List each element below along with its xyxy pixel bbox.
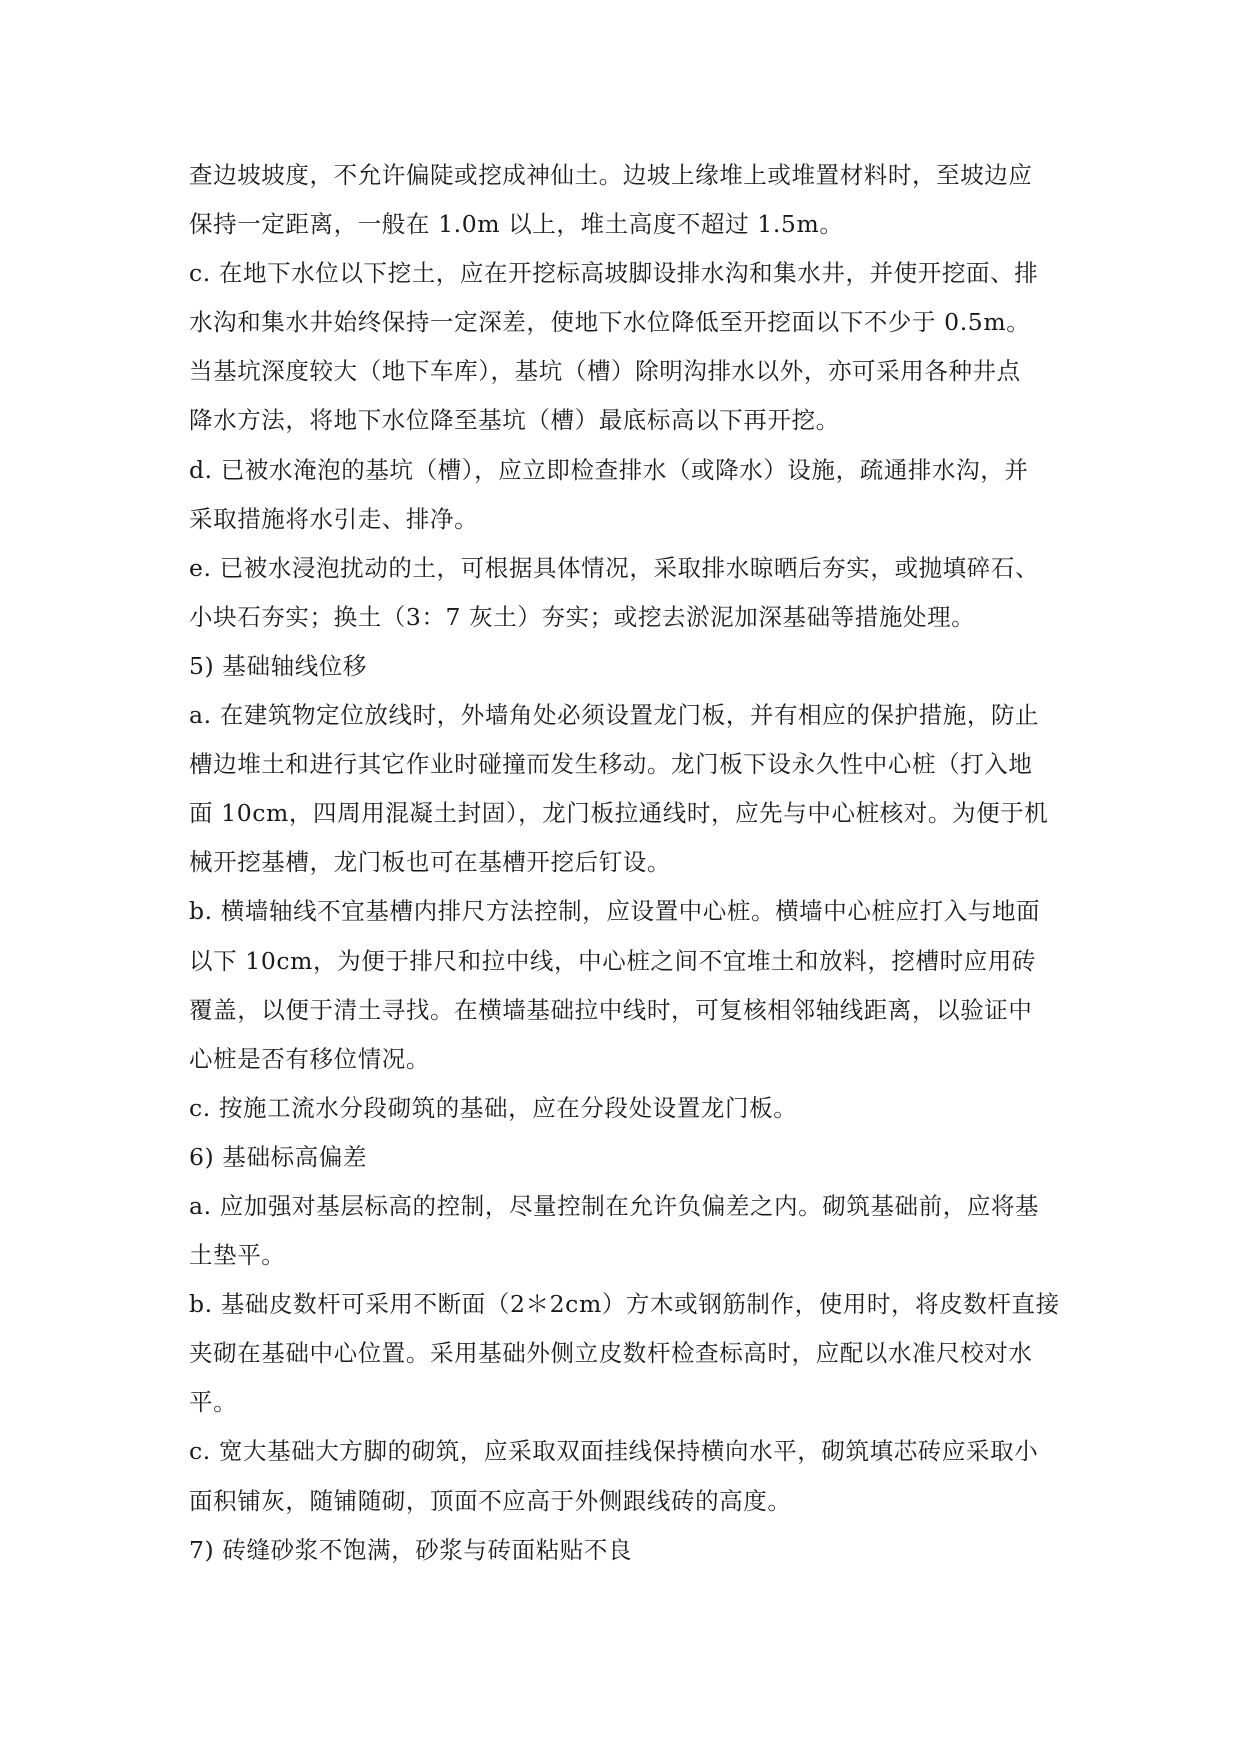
section-heading: 6) 基础标高偏差 (189, 1142, 367, 1171)
section-heading: 7) 砖缝砂浆不饱满，砂浆与砖面粘贴不良 (189, 1535, 633, 1564)
paragraph-line: 当基坑深度较大（地下车库），基坑（槽）除明沟排水以外，亦可采用各种井点 (189, 357, 1021, 386)
paragraph-line: a. 应加强对基层标高的控制，尽量控制在允许负偏差之内。砌筑基础前，应将基 (189, 1191, 1040, 1220)
paragraph-line: b. 基础皮数杆可采用不断面（2＊2cm）方木或钢筋制作，使用时，将皮数杆直接 (189, 1290, 1060, 1319)
paragraph-line: b. 横墙轴线不宜基槽内排尺方法控制，应设置中心桩。横墙中心桩应打入与地面 (189, 897, 1041, 926)
paragraph-line: 以下 10cm，为便于排尺和拉中线，中心桩之间不宜堆土和放料，挖槽时应用砖 (189, 946, 1037, 975)
paragraph-line: 降水方法，将地下水位降至基坑（槽）最底标高以下再开挖。 (189, 406, 840, 435)
document-body (189, 151, 1069, 1575)
paragraph-line: 保持一定距离，一般在 1.0m 以上，堆土高度不超过 1.5m。 (189, 210, 844, 239)
paragraph-line: c. 按施工流水分段砌筑的基础，应在分段处设置龙门板。 (189, 1093, 798, 1122)
paragraph-line: a. 在建筑物定位放线时，外墙角处必须设置龙门板，并有相应的保护措施，防止 (189, 701, 1040, 730)
paragraph-line: 心桩是否有移位情况。 (189, 1044, 430, 1073)
paragraph-line: d. 已被水淹泡的基坑（槽），应立即检查排水（或降水）设施，疏通排水沟，并 (189, 455, 1029, 484)
section-heading: 5) 基础轴线位移 (189, 651, 367, 680)
paragraph-line: e. 已被水浸泡扰动的土，可根据具体情况，采取排水晾晒后夯实，或抛填碎石、 (189, 553, 1040, 582)
paragraph-line: 面 10cm，四周用混凝土封固），龙门板拉通线时，应先与中心桩核对。为便于机 (189, 799, 1049, 828)
paragraph-line: 查边坡坡度，不允许偏陡或挖成神仙土。边坡上缘堆上或堆置材料时，至坡边应 (189, 161, 1033, 189)
paragraph-line: 覆盖，以便于清土寻找。在横墙基础拉中线时，可复核相邻轴线距离，以验证中 (189, 995, 1033, 1024)
paragraph-line: 采取措施将水引走、排净。 (189, 504, 479, 533)
paragraph-line: c. 在地下水位以下挖土，应在开挖标高坡脚设排水沟和集水井，并使开挖面、排 (189, 259, 1039, 288)
paragraph-line: 槽边堆土和进行其它作业时碰撞而发生移动。龙门板下设永久性中心桩（打入地 (189, 750, 1033, 779)
paragraph-line: c. 宽大基础大方脚的砌筑，应采取双面挂线保持横向水平，砌筑填芯砖应采取小 (189, 1437, 1039, 1466)
paragraph-line: 小块石夯实；换土（3：7 灰土）夯实；或挖去淤泥加深基础等措施处理。 (189, 602, 976, 631)
paragraph-line: 平。 (189, 1388, 238, 1417)
paragraph-line: 夹砌在基础中心位置。采用基础外侧立皮数杆检查标高时，应配以水准尺校对水 (189, 1339, 1033, 1368)
paragraph-line: 水沟和集水井始终保持一定深差，使地下水位降低至开挖面以下不少于 0.5m。 (189, 308, 1031, 337)
paragraph-line: 土垫平。 (189, 1241, 286, 1270)
paragraph-line: 面积铺灰，随铺随砌，顶面不应高于外侧跟线砖的高度。 (189, 1486, 792, 1515)
paragraph-line: 械开挖基槽，龙门板也可在基槽开挖后钉设。 (189, 848, 671, 877)
